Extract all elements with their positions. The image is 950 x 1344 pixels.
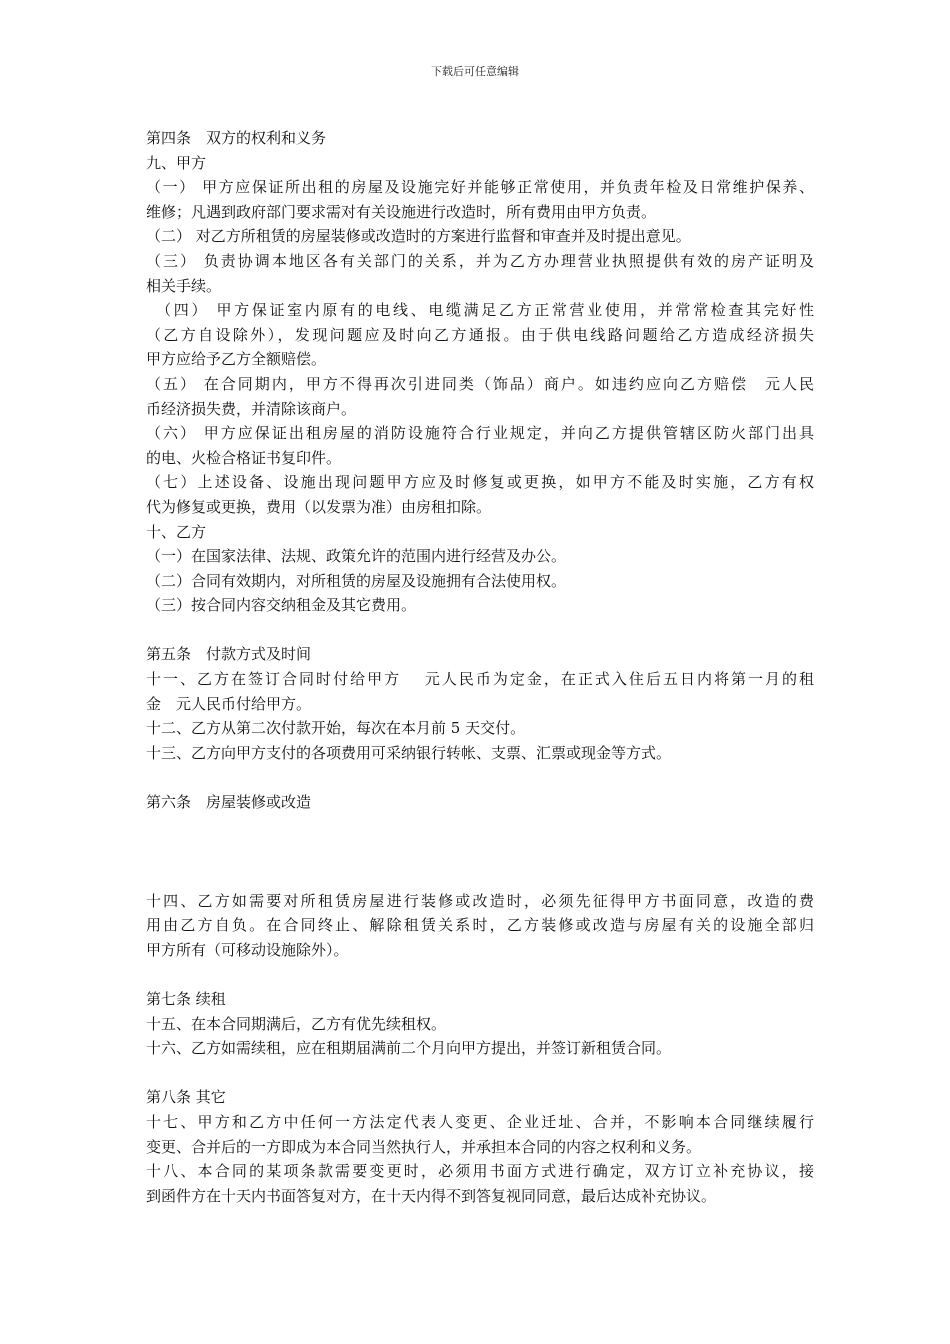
text-line: 十五、在本合同期满后，乙方有优先续租权。 [146, 1014, 447, 1033]
text-line: 十一、乙方在签订合同时付给甲方 元人民币为定金，在正式入住后五日内将第一月的租 [146, 670, 814, 689]
text-line: 十二、乙方从第二次付款开始，每次在本月前 5 天交付。 [146, 719, 526, 738]
text-line: （乙方自设除外），发现问题应及时向乙方通报。由于供电线路问题给乙方造成经济损失 [146, 325, 814, 344]
text-line: 十六、乙方如需续租，应在租期届满前二个月向甲方提出，并签订新租赁合同。 [146, 1039, 672, 1058]
article-7-heading: 第七条 续租 [146, 990, 226, 1008]
text-line: 到函件方在十天内书面答复对方，在十天内得不到答复视同同意，最后达成补充协议。 [146, 1186, 717, 1205]
section-9-heading: 九、甲方 [146, 153, 207, 172]
text-line: 代为修复或更换，费用（以发票为准）由房租扣除。 [146, 497, 492, 516]
text-line: （七）上述设备、设施出现问题甲方应及时修复或更换，如甲方不能及时实施，乙方有权 [146, 473, 814, 492]
article-4-heading: 第四条 双方的权利和义务 [146, 129, 327, 147]
article-6-heading: 第六条 房屋装修或改造 [146, 793, 312, 812]
text-line: 甲方应给予乙方全额赔偿。 [146, 350, 327, 369]
text-line: 十四、乙方如需要对所租赁房屋进行装修或改造时，必须先征得甲方书面同意，改造的费 [146, 891, 814, 910]
text-line: （一） 甲方应保证所出租的房屋及设施完好并能够正常使用，并负责年检及日常维护保养、 [146, 178, 814, 197]
blank-space [146, 815, 814, 889]
text-line: 用由乙方自负。在合同终止、解除租赁关系时，乙方装修或改造与房屋有关的设施全部归 [146, 916, 814, 935]
text-line: 维修；凡遇到政府部门要求需对有关设施进行改造时，所有费用由甲方负责。 [146, 202, 657, 221]
text-line: （四） 甲方保证室内原有的电线、电缆满足乙方正常营业使用，并常常检查其完好性 [146, 301, 814, 320]
text-line: 变更、合并后的一方即成为本合同当然执行人，并承担本合同的内容之权利和义务。 [146, 1137, 702, 1156]
text-line: 十八、本合同的某项条款需要变更时，必须用书面方式进行确定，双方订立补充协议，接 [146, 1162, 814, 1181]
text-line: 的电、火检合格证书复印件。 [146, 448, 342, 467]
text-line: （六） 甲方应保证出租房屋的消防设施符合行业规定，并向乙方提供管辖区防火部门出具 [146, 424, 814, 443]
text-line: 十三、乙方向甲方支付的各项费用可采纳银行转帐、支票、汇票或现金等方式。 [146, 743, 672, 762]
article-5-heading: 第五条 付款方式及时间 [146, 645, 312, 664]
text-line: 金 元人民币付给甲方。 [146, 694, 312, 713]
text-line: （一）在国家法律、法规、政策允许的范围内进行经营及办公。 [146, 547, 567, 566]
text-line: （二）合同有效期内，对所租赁的房屋及设施拥有合法使用权。 [146, 571, 567, 590]
text-line: （二） 对乙方所租赁的房屋装修或改造时的方案进行监督和审查并及时提出意见。 [146, 227, 691, 246]
text-line: （三） 负责协调本地区各有关部门的关系，并为乙方办理营业执照提供有效的房产证明及 [146, 251, 814, 270]
paragraph-gap [146, 1061, 814, 1086]
paragraph-gap [146, 962, 814, 987]
text-line: （五） 在合同期内，甲方不得再次引进同类（饰品）商户。如违约应向乙方赔偿 元人民 [146, 374, 814, 393]
document-body [146, 126, 814, 1208]
text-line: 相关手续。 [146, 276, 222, 295]
paragraph-gap [146, 618, 814, 643]
text-line: 十七、甲方和乙方中任何一方法定代表人变更、企业迁址、合并，不影响本合同继续履行 [146, 1112, 814, 1131]
text-line: （三）按合同内容交纳租金及其它费用。 [146, 596, 417, 615]
section-10-heading: 十、乙方 [146, 522, 207, 541]
text-line: 币经济损失费，并清除该商户。 [146, 399, 357, 418]
text-line: 甲方所有（可移动设施除外）。 [146, 940, 349, 959]
page-header: 下载后可任意编辑 [431, 65, 519, 78]
article-8-heading: 第八条 其它 [146, 1088, 226, 1107]
paragraph-gap [146, 765, 814, 790]
